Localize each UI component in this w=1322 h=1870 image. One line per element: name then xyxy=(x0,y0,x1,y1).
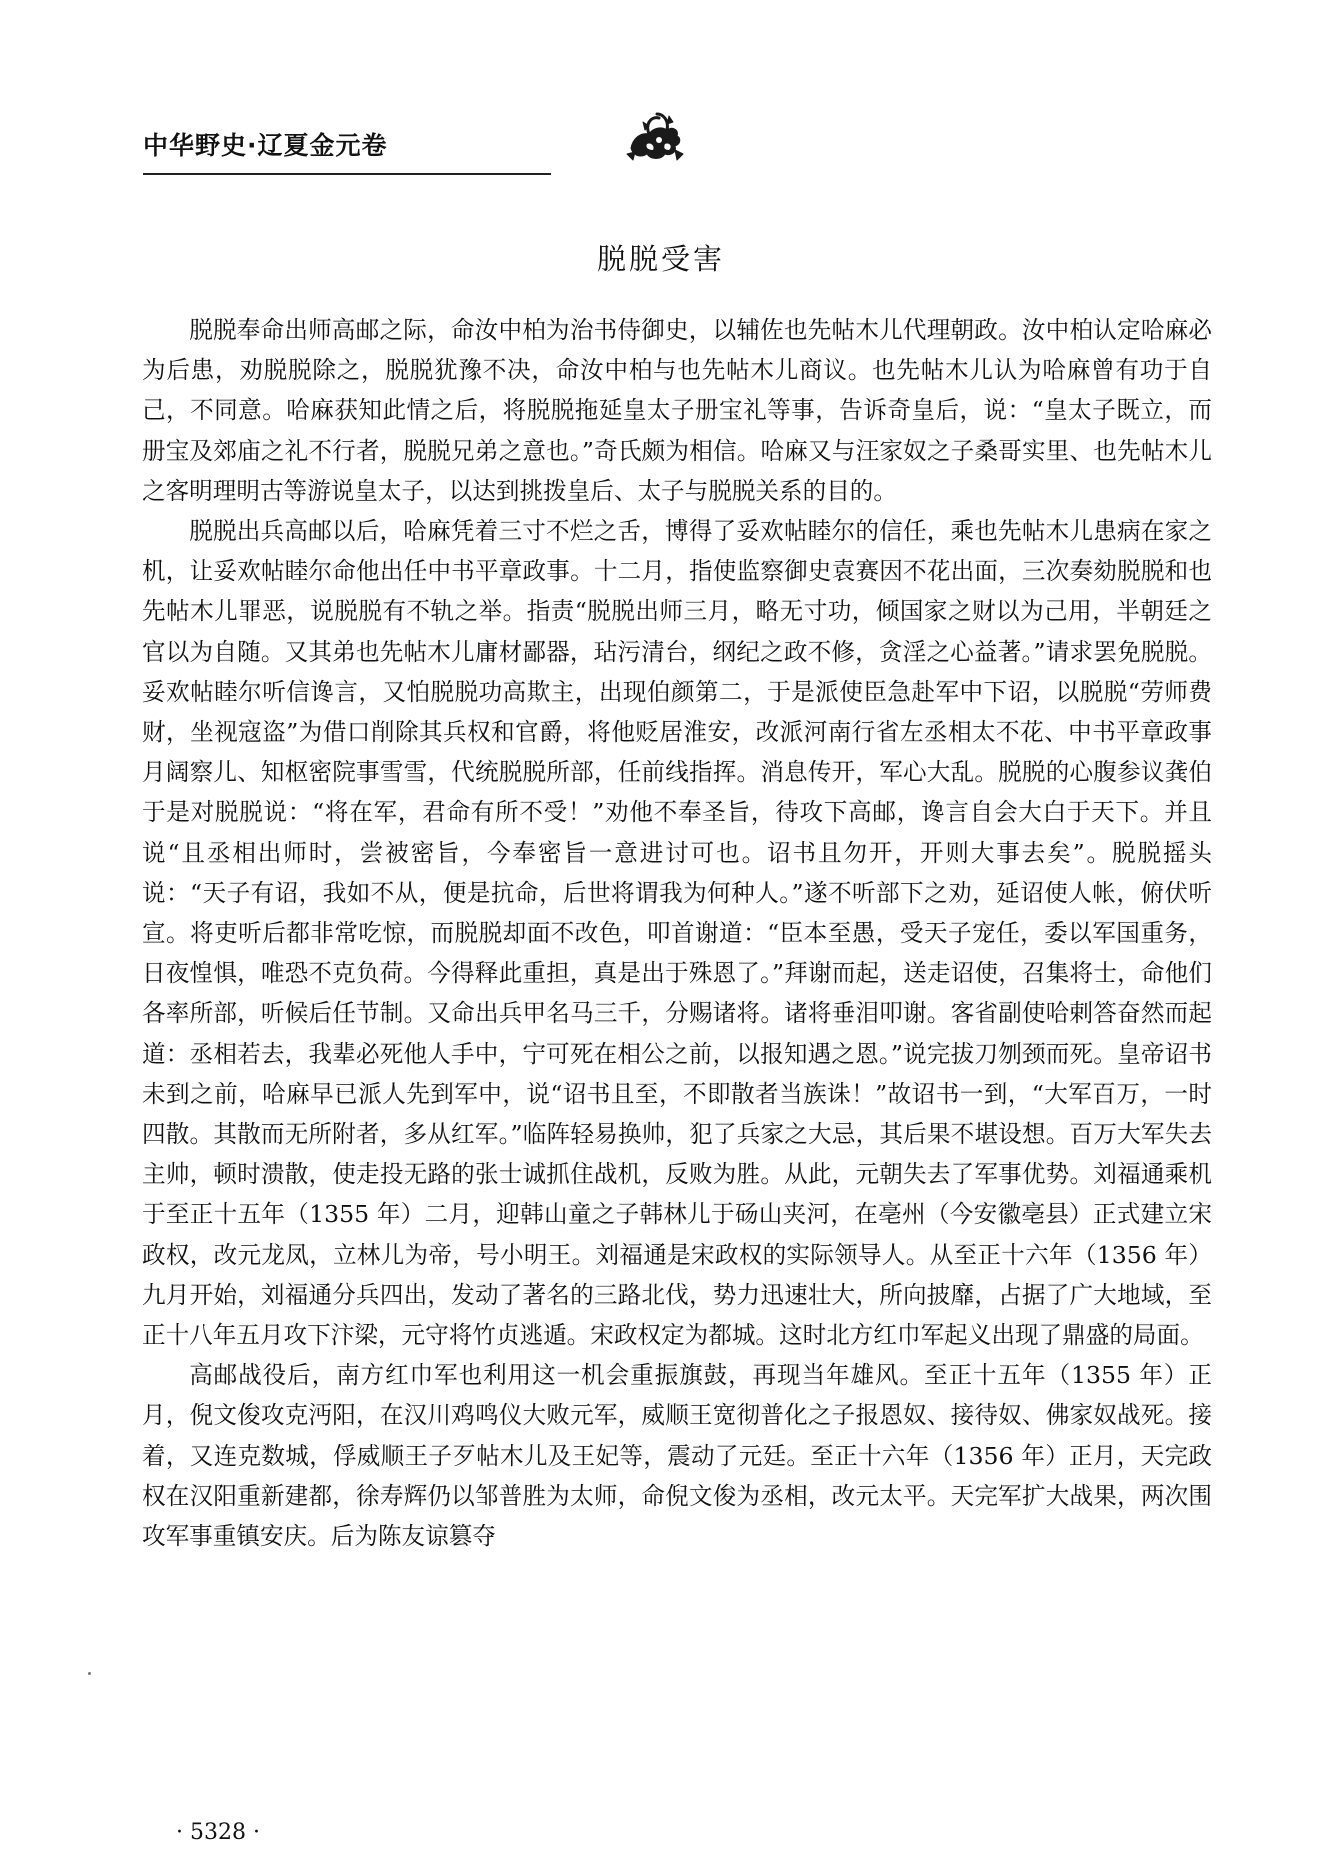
paragraph: 脱脱奉命出师高邮之际，命汝中柏为治书侍御史，以辅佐也先帖木儿代理朝政。汝中柏认定哈麻必为后患，劝脱脱除之，脱脱犹豫不决，命汝中柏与也先帖木儿商议。也先帖木儿认为哈麻曾有功于自己，不同意。哈麻获知此情之后，将脱脱拖延皇太子册宝礼等事，告诉奇皇后，说：“皇太子既立，而册宝及郊庙之礼不行者，脱脱兄弟之意也。”奇氏颇为相信。哈麻又与汪家奴之子桑哥实里、也先帖木儿之客明理明古等游说皇太子，以达到挑拨皇后、太子与脱脱关系的目的。 xyxy=(142,316,1212,505)
page-number: · 5328 · xyxy=(176,1820,260,1845)
header-divider xyxy=(143,173,551,175)
paragraph: 脱脱出兵高邮以后，哈麻凭着三寸不烂之舌，博得了妥欢帖睦尔的信任，乘也先帖木儿患病在家之机，让妥欢帖睦尔命他出任中书平章政事。十二月，指使监察御史袁赛因不花出面，三次奏劾脱脱和也先帖木儿罪恶，说脱脱有不轨之举。指责“脱脱出师三月，略无寸功，倾国家之财以为己用，半朝廷之官以为自随。又其弟也先帖木儿庸材鄙器，玷污清台，纲纪之政不修，贪淫之心益著。”请求罢免脱脱。妥欢帖睦尔听信谗言，又怕脱脱功高欺主，出现伯颜第二，于是派使臣急赴军中下诏，以脱脱“劳师费财，坐视寇盗”为借口削除其兵权和官爵，将他贬居淮安，改派河南行省左丞相太不花、中书平章政事月阔察儿、知枢密院事雪雪，代统脱脱所部，任前线指挥。消息传开，军心大乱。脱脱的心腹参议龚伯于是对脱脱说：“将在军，君命有所不受！”劝他不奉圣旨，待攻下高邮，谗言自会大白于天下。并且说“且丞相出师时，尝被密旨，今奉密旨一意进讨可也。诏书且勿开，开则大事去矣”。脱脱摇头说：“天子有诏，我如不从，便是抗命，后世将谓我为何种人。”遂不听部下之劝，延诏使人帐，俯伏听宣。将吏听后都非常吃惊，而脱脱却面不改色，叩首谢道：“臣本至愚，受天子宠任，委以军国重务，日夜惶惧，唯恐不克负荷。今得释此重担，真是出于殊恩了。”拜谢而起，送走诏使，召集将士，命他们各率所部，听候后任节制。又命出兵甲名马三千，分赐诸将。诸将垂泪叩谢。客省副使哈剌答奋然而起道：丞相若去，我辈必死他人手中，宁可死在相公之前，以报知遇之恩。”说完拔刀刎颈而死。皇帝诏书未到之前，哈麻早已派人先到军中，说“诏书且至，不即散者当族诛！”故诏书一到，“大军百万，一时四散。其散而无所附者，多从红军。”临阵轻易换帅，犯了兵家之大忌，其后果不堪设想。百万大军失去主帅，顿时溃散，使走投无路的张士诚抓住战机，反败为胜。从此，元朝失去了军事优势。刘福通乘机于至正十五年（1355 年）二月，迎韩山童之子韩林儿于砀山夹河，在亳州（今安徽亳县）正式建立宋政权，改元龙凤，立林儿为帝，号小明王。刘福通是宋政权的实际领导人。从至正十六年（1356 年）九月开始，刘福通分兵四出，发动了著名的三路北伐，势力迅速壮大，所向披靡，占据了广大地域，至正十八年五月攻下汴梁，元守将竹贞逃遁。宋政权定为都城。这时北方红巾军起义出现了鼎盛的局面。 xyxy=(142,517,1212,1350)
article-body xyxy=(142,310,1212,1556)
running-header xyxy=(143,118,553,178)
paragraph: 高邮战役后，南方红巾军也利用这一机会重振旗鼓，再现当年雄风。至正十五年（1355 年）正月，倪文俊攻克沔阳，在汉川鸡鸣仪大败元军，威顺王宽彻普化之子报恩奴、接待奴、佛家奴战死。接着，又连克数城，俘威顺王子歹帖木儿及王妃等，震动了元廷。至正十六年（1356 年）正月，天完政权在汉阳重新建都，徐寿辉仍以邹普胜为太师，命倪文俊为丞相，改元太平。天完军扩大战果，两次围攻军事重镇安庆。后为陈友谅篡夺 xyxy=(142,1361,1212,1551)
book-title: 中华野史·辽夏金元卷 xyxy=(143,131,388,160)
dragon-emblem-icon xyxy=(623,108,685,164)
scan-speck xyxy=(88,1672,91,1675)
article-title: 脱脱受害 xyxy=(596,242,725,276)
